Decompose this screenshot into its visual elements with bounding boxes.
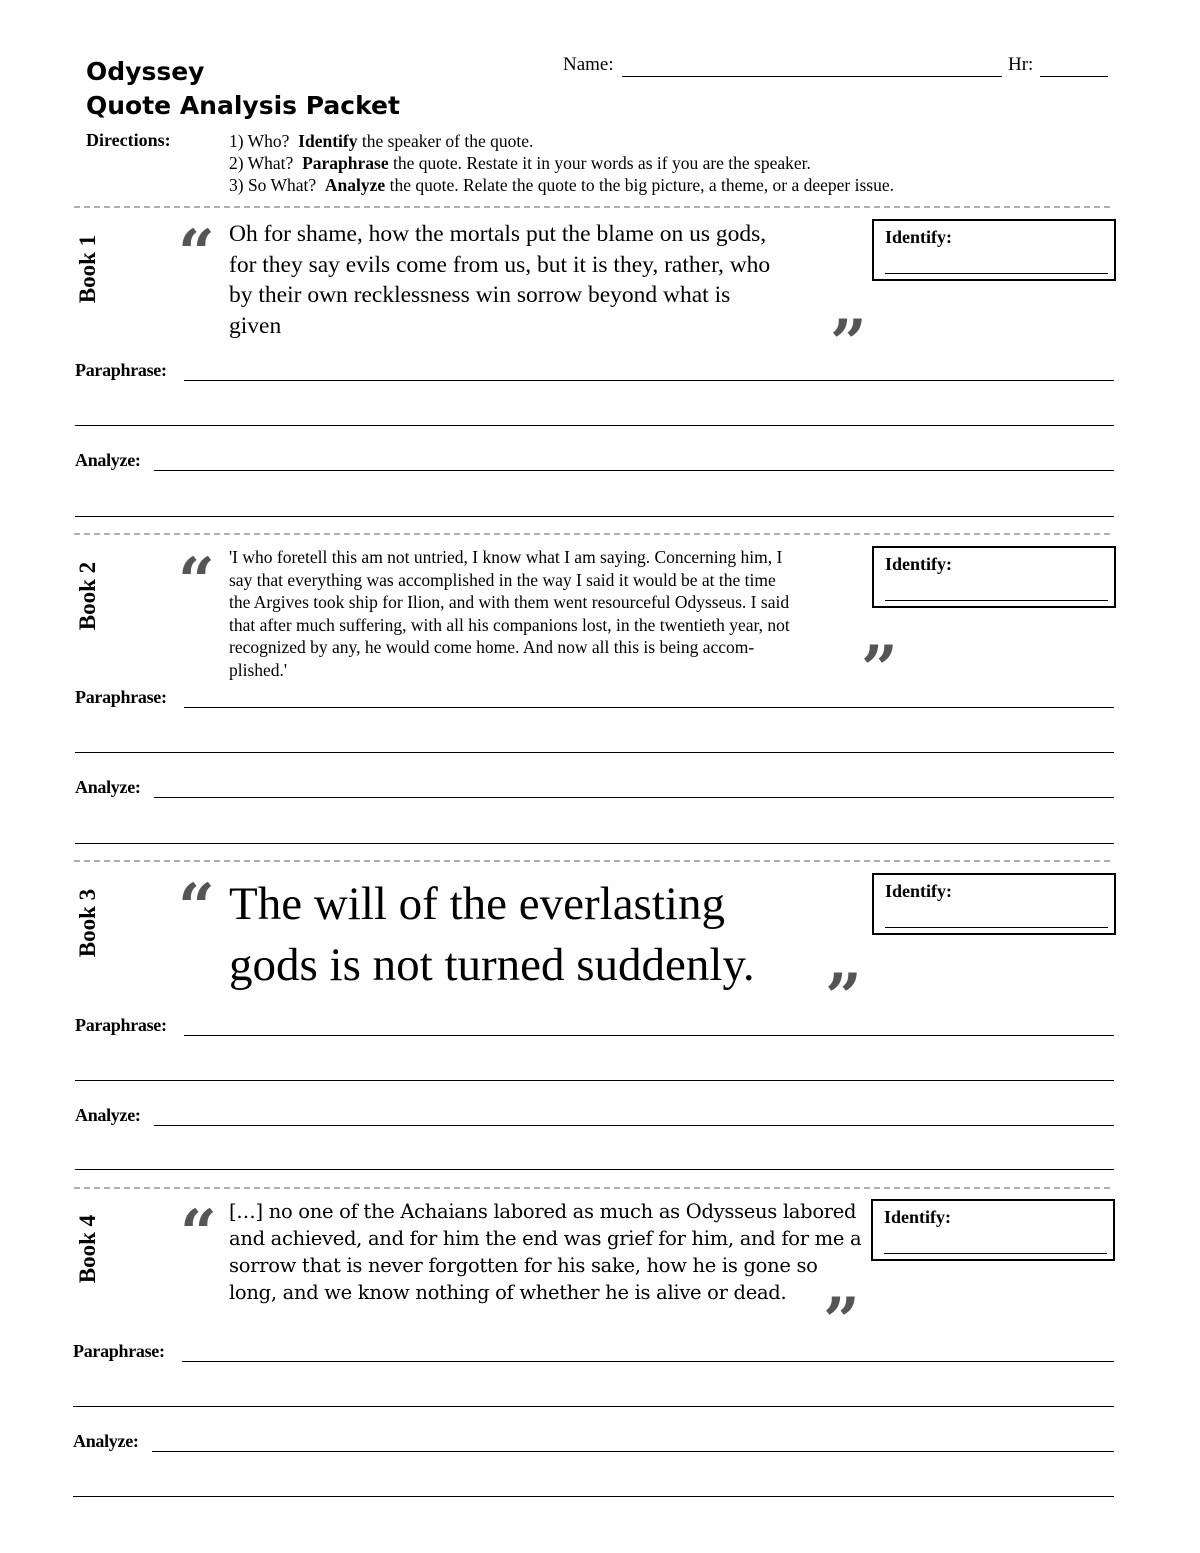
analyze-label: Analyze:	[75, 1105, 141, 1125]
paraphrase-label: Paraphrase:	[75, 1015, 167, 1035]
direction-item-3: 3) So What? Analyze the quote. Relate the quote to the big picture, a theme, or a deeper issue.	[229, 175, 894, 195]
book-label: Book 1	[75, 234, 100, 304]
paraphrase-answer-line[interactable]	[184, 1035, 1114, 1036]
open-quote-icon: “	[178, 222, 215, 266]
identify-label: Identify:	[885, 554, 952, 574]
section-divider	[74, 860, 1110, 862]
analyze-answer-line[interactable]	[152, 1451, 1114, 1452]
paraphrase-label: Paraphrase:	[75, 360, 167, 380]
identify-label: Identify:	[885, 227, 952, 247]
book-label: Book 4	[75, 1214, 100, 1284]
direction-item-1: 1) Who? Identify the speaker of the quote.	[229, 131, 534, 151]
analyze-answer-line[interactable]	[73, 1496, 1114, 1497]
paraphrase-answer-line[interactable]	[184, 380, 1114, 381]
identify-label: Identify:	[884, 1207, 951, 1227]
open-quote-icon: “	[178, 550, 215, 594]
open-quote-icon: “	[178, 876, 215, 920]
close-quote-icon: ”	[823, 1290, 860, 1334]
document-title: Odyssey	[86, 57, 205, 86]
hour-field[interactable]	[1040, 76, 1108, 77]
paraphrase-label: Paraphrase:	[75, 687, 167, 707]
identify-answer-line[interactable]	[885, 600, 1108, 601]
analyze-answer-line[interactable]	[75, 516, 1114, 517]
analyze-answer-line[interactable]	[154, 470, 1114, 471]
paraphrase-answer-line[interactable]	[75, 752, 1114, 753]
identify-box[interactable]	[872, 873, 1116, 935]
name-field[interactable]	[622, 76, 1002, 77]
close-quote-icon: ”	[861, 638, 898, 682]
identify-answer-line[interactable]	[885, 927, 1108, 928]
name-label: Name:	[563, 54, 614, 75]
quote-text: The will of the everlasting gods is not turned suddenly.	[229, 878, 755, 991]
paraphrase-answer-line[interactable]	[184, 707, 1114, 708]
identify-box[interactable]	[872, 546, 1116, 608]
document-subtitle: Quote Analysis Packet	[86, 91, 400, 120]
analyze-answer-line[interactable]	[75, 1169, 1114, 1170]
paraphrase-label: Paraphrase:	[73, 1341, 165, 1361]
directions-label: Directions:	[86, 130, 171, 150]
identify-label: Identify:	[885, 881, 952, 901]
section-divider	[74, 1187, 1110, 1189]
analyze-label: Analyze:	[75, 450, 141, 470]
direction-item-2: 2) What? Paraphrase the quote. Restate it in your words as if you are the speaker.	[229, 153, 811, 173]
analyze-answer-line[interactable]	[154, 1125, 1114, 1126]
close-quote-icon: ”	[825, 966, 862, 1010]
book-label: Book 2	[75, 561, 100, 631]
paraphrase-answer-line[interactable]	[73, 1406, 1114, 1407]
paraphrase-answer-line[interactable]	[75, 425, 1114, 426]
hour-label: Hr:	[1008, 54, 1034, 75]
quote-text: […] no one of the Achaians labored as much as Odysseus labored and achieved, and for him the end was grief for him, and for me a sorrow that is never forgotten for his sake, how he is gone so long, and we know nothing of whether he is alive or dead.	[229, 1200, 862, 1304]
book-label: Book 3	[75, 888, 100, 958]
identify-answer-line[interactable]	[884, 1253, 1107, 1254]
analyze-label: Analyze:	[73, 1431, 139, 1451]
identify-box[interactable]	[872, 219, 1116, 281]
identify-box[interactable]	[871, 1199, 1115, 1261]
open-quote-icon: “	[180, 1202, 217, 1246]
close-quote-icon: ”	[830, 312, 867, 356]
identify-answer-line[interactable]	[885, 273, 1108, 274]
analyze-answer-line[interactable]	[154, 797, 1114, 798]
analyze-answer-line[interactable]	[75, 843, 1114, 844]
section-divider	[74, 206, 1110, 208]
analyze-label: Analyze:	[75, 777, 141, 797]
paraphrase-answer-line[interactable]	[75, 1080, 1114, 1081]
quote-text: 'I who foretell this am not untried, I know what I am saying. Concerning him, I say that everything was accomplished in the way I said it would be at the time the Argives took ship for Ilion, and with them went resourceful Odysseus. I said that after much suffering, with all his companions lost, in the twentieth year, not recognized by any, he would come home. And now all this is being accom- plished.'	[229, 547, 790, 680]
quote-text: Oh for shame, how the mortals put the blame on us gods, for they say evils come from us, but it is they, rather, who by their own recklessness win sorrow beyond what is given	[229, 221, 771, 339]
paraphrase-answer-line[interactable]	[182, 1361, 1114, 1362]
section-divider	[74, 533, 1110, 535]
